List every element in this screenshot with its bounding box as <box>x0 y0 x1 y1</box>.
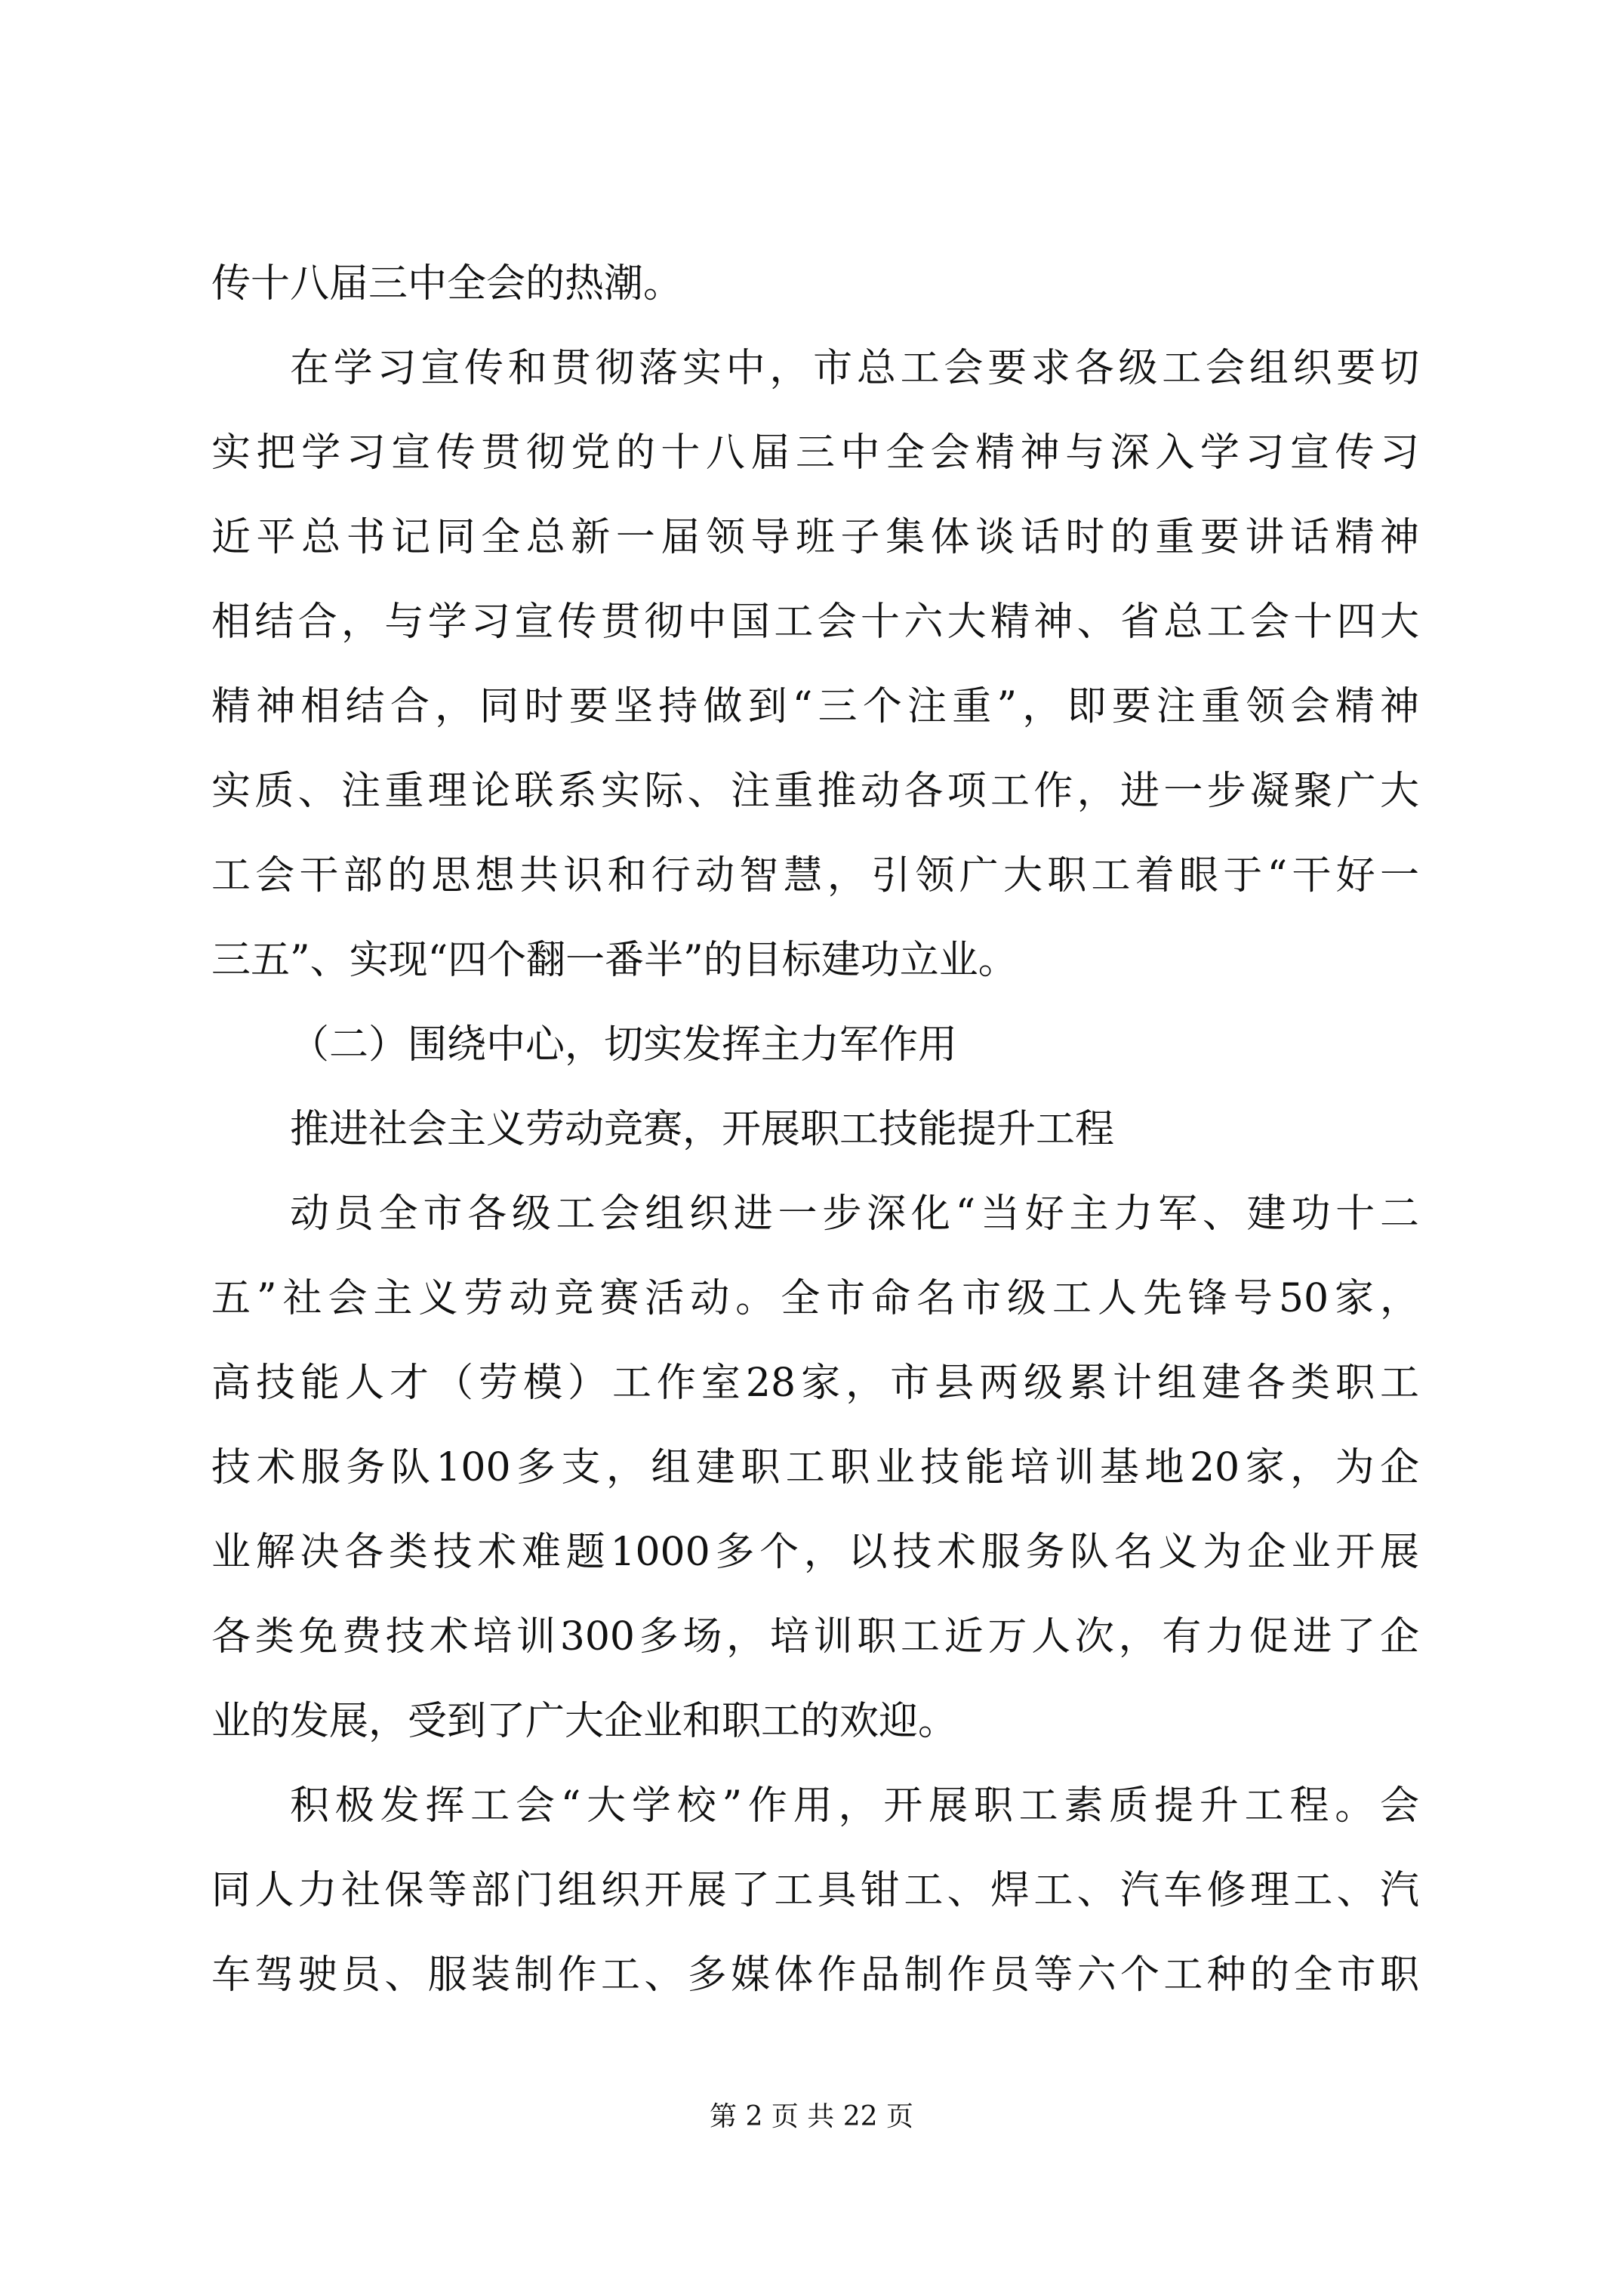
text-line: 业的发展，受到了广大企业和职工的欢迎。 <box>211 1699 958 1744</box>
text-line: 积极发挥工会“大学校”作用，开展职工素质提升工程。会 <box>290 1783 1419 1829</box>
section-heading: （二）围绕中心，切实发挥主力军作用 <box>290 1022 958 1068</box>
text-line: 近平总书记同全总新一届领导班子集体谈话时的重要讲话精神 <box>211 515 1419 560</box>
text-line: 传十八届三中全会的热潮。 <box>211 261 683 307</box>
text-line: 技术服务队100多支，组建职工职业技能培训基地20家，为企 <box>211 1445 1419 1490</box>
subsection-heading: 推进社会主义劳动竞赛，开展职工技能提升工程 <box>290 1107 1115 1152</box>
text-line: 高技能人才（劳模）工作室28家，市县两级累计组建各类职工 <box>211 1361 1419 1406</box>
text-line: 车驾驶员、服装制作工、多媒体作品制作员等六个工种的全市职 <box>211 1952 1419 1998</box>
text-line: 工会干部的思想共识和行动智慧，引领广大职工着眼于“干好一 <box>211 853 1419 898</box>
text-line: 实质、注重理论联系实际、注重推动各项工作，进一步凝聚广大 <box>211 769 1419 814</box>
text-line: 业解决各类技术难题1000多个，以技术服务队名义为企业开展 <box>211 1530 1419 1575</box>
text-line: 三五”、实现“四个翻一番半”的目标建功立业。 <box>211 938 1018 983</box>
document-body <box>211 242 1419 2017</box>
text-line: 五”社会主义劳动竞赛活动。全市命名市级工人先锋号50家， <box>211 1276 1419 1321</box>
text-line: 动员全市各级工会组织进一步深化“当好主力军、建功十二 <box>290 1191 1419 1237</box>
page-number: 第 2 页 共 22 页 <box>710 2101 913 2132</box>
text-line: 同人力社保等部门组织开展了工具钳工、焊工、汽车修理工、汽 <box>211 1868 1419 1913</box>
text-line: 在学习宣传和贯彻落实中，市总工会要求各级工会组织要切 <box>290 346 1419 391</box>
text-line: 相结合，与学习宣传贯彻中国工会十六大精神、省总工会十四大 <box>211 599 1419 645</box>
text-line: 各类免费技术培训300多场，培训职工近万人次，有力促进了企 <box>211 1614 1419 1660</box>
page-footer <box>0 2099 1623 2135</box>
text-line: 实把学习宣传贯彻党的十八届三中全会精神与深入学习宣传习 <box>211 430 1419 476</box>
text-line: 精神相结合，同时要坚持做到“三个注重”，即要注重领会精神 <box>211 684 1419 729</box>
